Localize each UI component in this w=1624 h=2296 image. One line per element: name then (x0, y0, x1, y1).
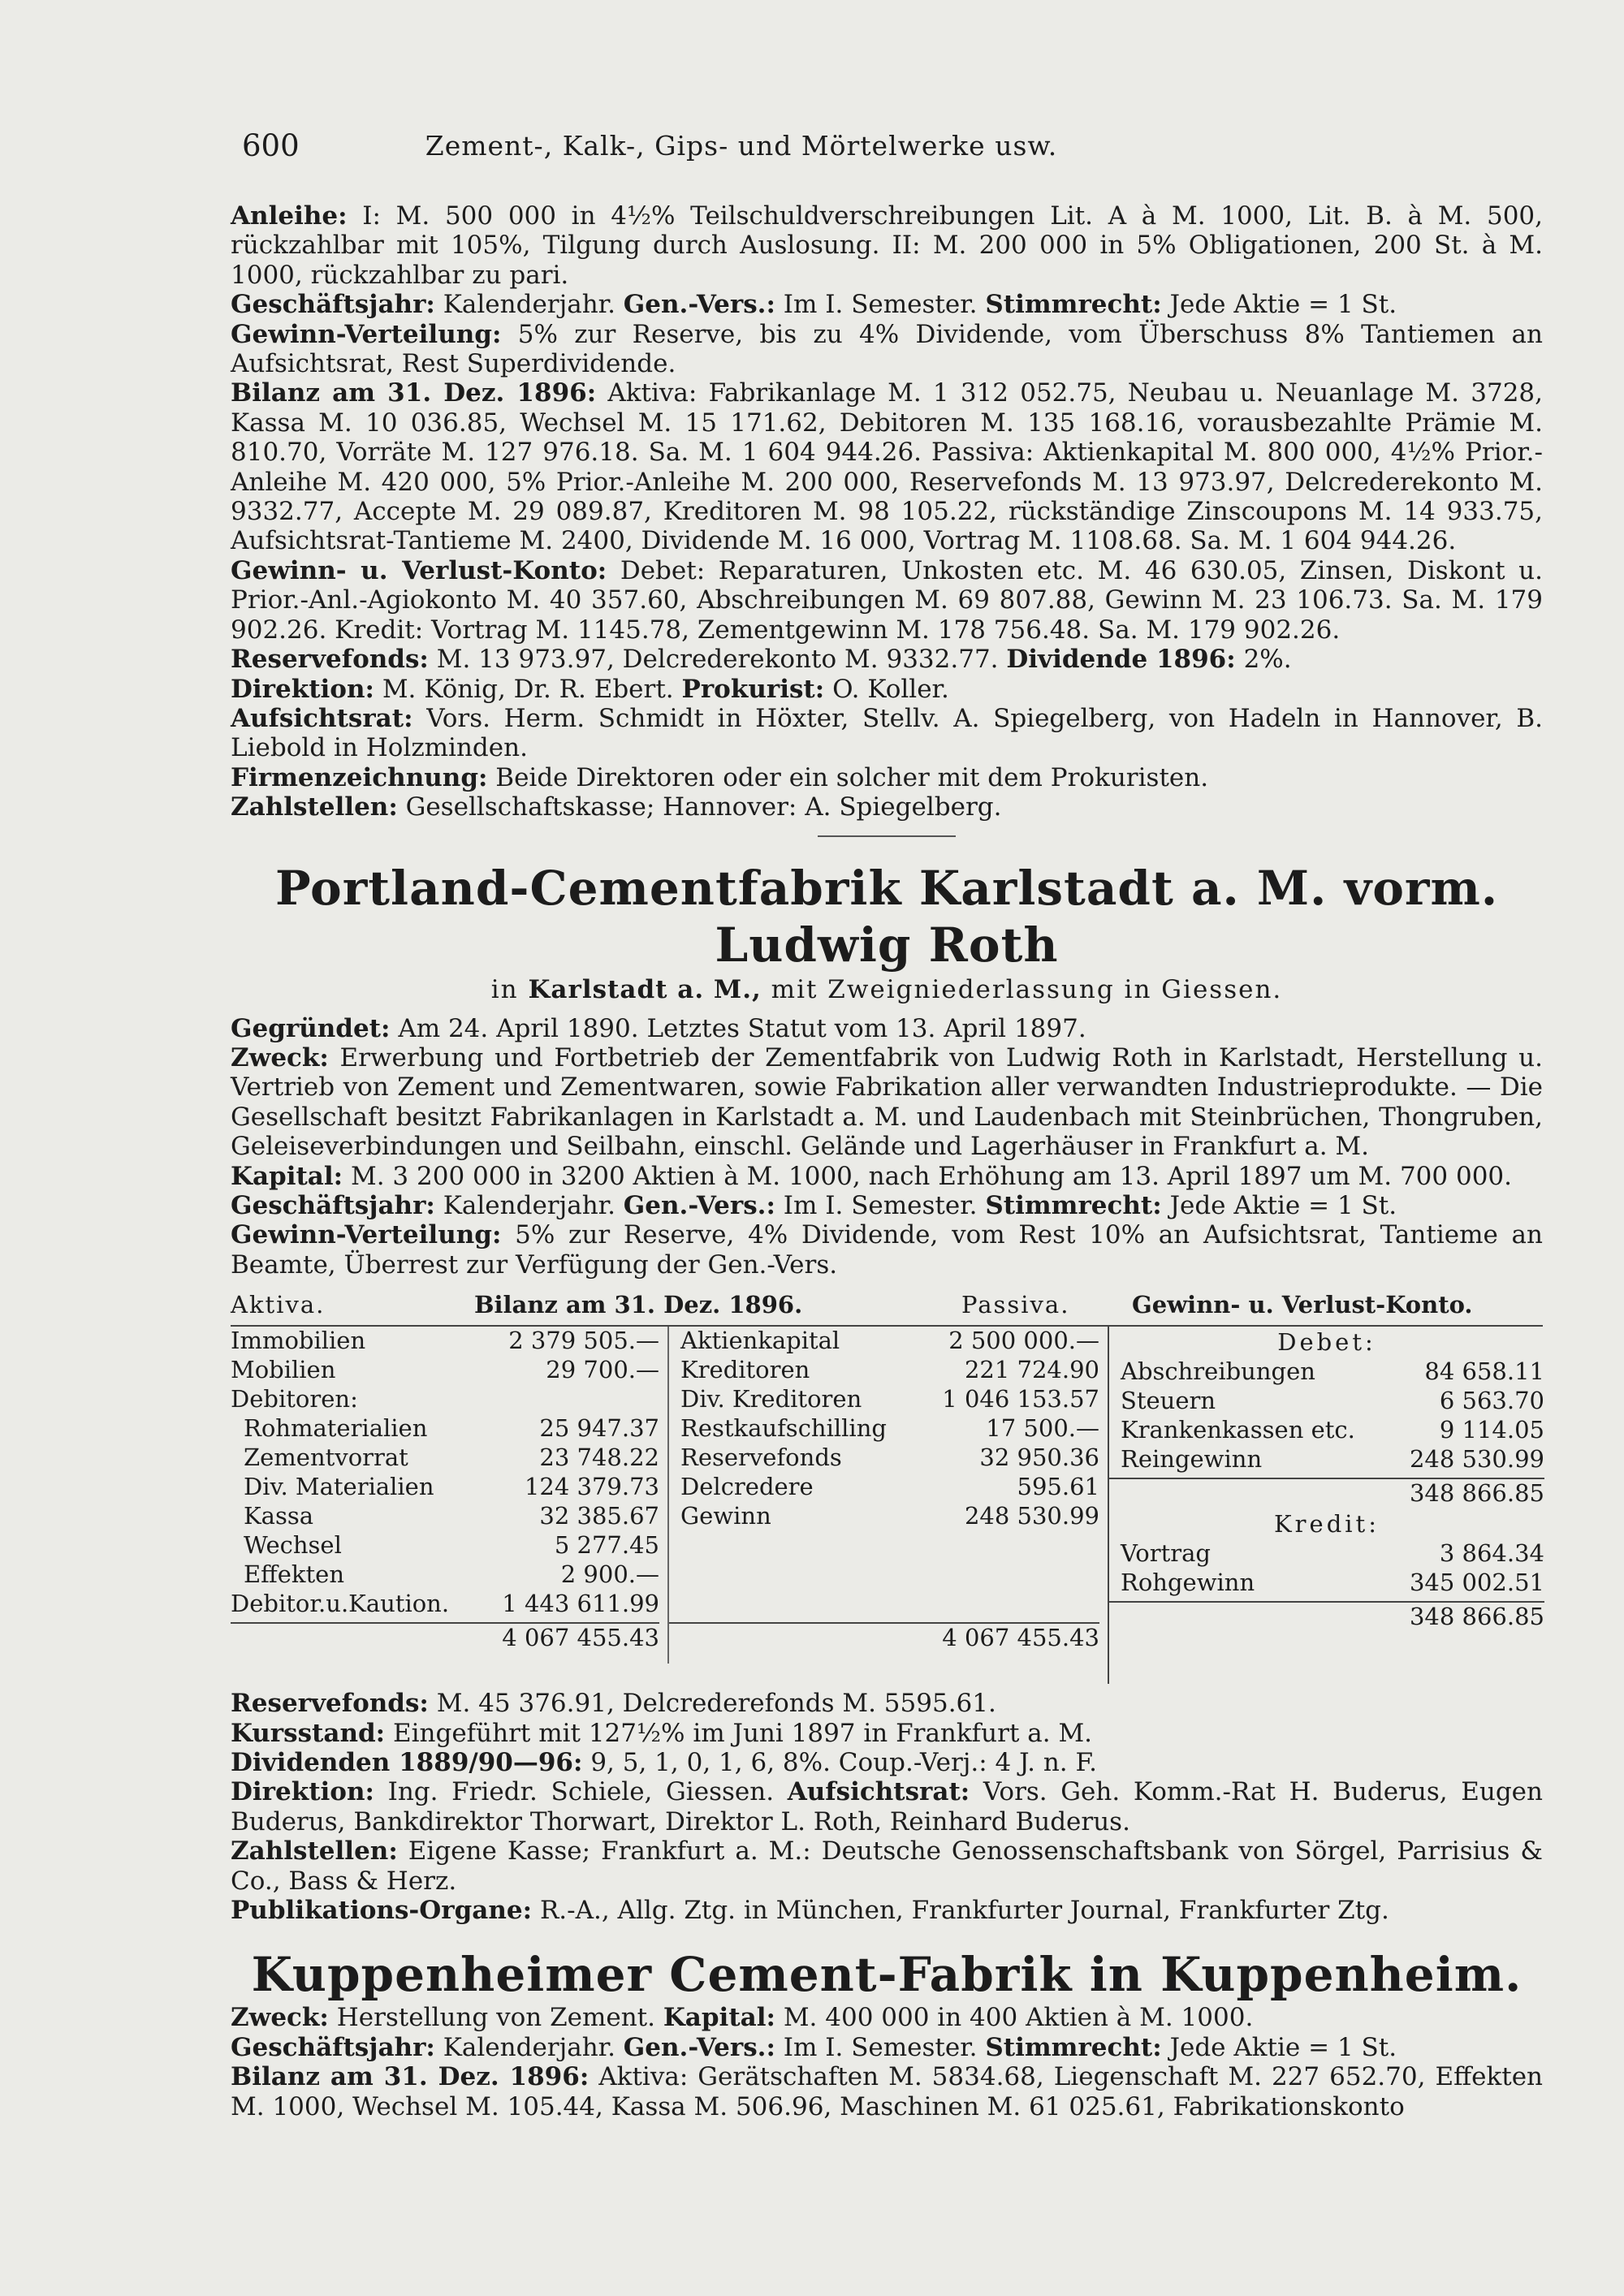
balance-columns (231, 1327, 1543, 1684)
dividende-text: 2%. (1243, 645, 1292, 675)
item-value: 9 114.05 (1439, 1416, 1544, 1444)
item-label: Gewinn (680, 1502, 771, 1530)
bilanz-label: Bilanz am 31. Dez. 1896: (231, 378, 597, 408)
bilanz-paragraph (231, 378, 1543, 555)
item-label: Debitoren: (231, 1385, 358, 1413)
debet-row (1109, 1416, 1544, 1445)
zweck-kapital-line (231, 2003, 1543, 2032)
bilanz-label-3: Bilanz am 31. Dez. 1896: (231, 2062, 590, 2092)
zs-label: Zahlstellen: (231, 792, 398, 822)
kapital-label-3: Kapital: (663, 2003, 775, 2033)
item-value: 348 866.85 (1409, 1479, 1544, 1508)
gj-label: Geschäftsjahr: (231, 290, 435, 320)
prokurist-label: Prokurist: (681, 674, 825, 704)
debet-row (1109, 1387, 1544, 1416)
passiva-row (669, 1473, 1099, 1502)
gv-konto-text: Debet: Reparaturen, Unkosten etc. M. 46 630.05, Zinsen, Diskont u. Prior.-Anl.-Agiokonto M. 40 357.60, Abschreibungen M. 69 807.88, Gewinn M. 23 106.73. Sa. M. 179 902.26. Kredit: Vortrag M. 1145.78, Zementgewinn M. 178 756.48. Sa. M. 179 902.26. (231, 555, 1544, 645)
balance-sheet (231, 1286, 1543, 1684)
stimmrecht-label-2: Stimmrecht: (985, 1190, 1162, 1220)
section-divider (818, 835, 956, 837)
kursstand-line (231, 1719, 1543, 1748)
item-value: 5 277.45 (554, 1531, 659, 1560)
gegruendet-line (231, 1014, 1543, 1043)
direktion-line (231, 675, 1543, 704)
direktion-label-2: Direktion: (231, 1777, 374, 1807)
ar-text: Vors. Herm. Schmidt in Höxter, Stellv. A. Spiegelberg, von Hadeln in Hannover, B. Liebold in Holzminden. (231, 703, 1543, 763)
direktion-label: Direktion: (231, 674, 374, 704)
passiva-row (669, 1414, 1099, 1444)
item-value: 2 379 505.— (508, 1327, 659, 1355)
item-label: Vortrag (1121, 1539, 1211, 1568)
kredit-heading: Kredit: (1274, 1510, 1380, 1539)
publikationsorgane-line (231, 1896, 1543, 1925)
item-value: 595.61 (1017, 1473, 1099, 1501)
item-value: 4 067 455.43 (942, 1624, 1099, 1652)
gv-label-3: Gen.-Vers.: (623, 2032, 775, 2062)
zahlstellen-line (231, 792, 1543, 822)
pub-text: R.-A., Allg. Ztg. in München, Frankfurter Journal, Frankfurter Ztg. (539, 1896, 1389, 1926)
aktiva-row (231, 1385, 659, 1414)
item-label: Rohgewinn (1121, 1569, 1255, 1597)
prokurist-text: O. Koller. (832, 674, 949, 704)
gj-text-3: Kalenderjahr. (443, 2032, 615, 2062)
company-title-kuppenheim: Kuppenheimer Cement-Fabrik in Kuppenheim. (251, 1947, 1522, 2003)
gj-text: Kalenderjahr. (443, 290, 615, 320)
kapital-line (231, 1162, 1543, 1191)
gv-konto-label: Gewinn- u. Verlust-Konto: (231, 555, 607, 585)
kapital-text: M. 3 200 000 in 3200 Aktien à M. 1000, nach Erhöhung am 13. April 1897 um M. 700 000. (350, 1161, 1512, 1191)
zweck-text: Erwerbung und Fortbetrieb der Zementfabrik von Ludwig Roth in Karlstadt, Herstellung u. Vertrieb von Zement und Zementwaren, sowie Fabrikation aller verwandten Industrieprodukte. — Die Gesellschaft besitzt Fabrikanlagen in Karlstadt a. M. und Laudenbach mit Steinbrüchen, Thongruben, Geleiseverbindungen und Seilbahn, einschl. Gelände und Lagerhäuser in Frankfurt a. M. (231, 1042, 1543, 1162)
ar-label-2: Aufsichtsrat: (787, 1777, 970, 1807)
bilanz-paragraph-3 (231, 2062, 1543, 2121)
item-label: Zementvorrat (244, 1444, 408, 1472)
bilanz-text-3: Aktiva: Gerätschaften M. 5834.68, Liegenschaft M. 227 652.70, Effekten M. 1000, Wechsel M. 105.44, Kassa M. 506.96, Maschinen M. 61 025.61, Fabrikationskonto (231, 2062, 1544, 2121)
gewinnverteilung-paragraph (231, 320, 1543, 379)
gv-text: Im I. Semester. (783, 290, 978, 320)
passiva-row (669, 1356, 1099, 1385)
subtitle-place: Karlstadt a. M., (528, 974, 762, 1004)
aktiva-row (231, 1356, 659, 1385)
dividenden-line (231, 1748, 1543, 1777)
debet-row (1109, 1445, 1544, 1474)
company-subtitle (231, 973, 1543, 1006)
bilanz-text: Aktiva: Fabrikanlage M. 1 312 052.75, Neubau u. Neuanlage M. 3728, Kassa M. 10 036.85, Wechsel M. 15 171.62, Debitoren M. 135 168.16, vorausbezahlte Prämie M. 810.70, Vorräte M. 127 976.18. Sa. M. 1 604 944.26. Passiva: Aktienkapital M. 800 000, 4½% Prior.-Anleihe M. 420 000, 5% Prior.-Anleihe M. 200 000, Reservefonds M. 13 973.97, Delcrederekonto M. 9332.77, Accepte M. 29 089.87, Kreditoren M. 98 105.22, rückständige Zinscoupons M. 14 933.75, Aufsichtsrat-Tantieme M. 2400, Dividende M. 16 000, Vortrag M. 1108.68. Sa. M. 1 604 944.26. (231, 378, 1543, 556)
gv-konto-column (1108, 1327, 1544, 1684)
kapital-text-3: M. 400 000 in 400 Aktien à M. 1000. (783, 2003, 1254, 2033)
item-value: 248 530.99 (964, 1502, 1099, 1530)
gegruendet-text: Am 24. April 1890. Letztes Statut vom 13. April 1897. (398, 1013, 1086, 1043)
zweck-label: Zweck: (231, 1042, 329, 1072)
rf-label-2: Reservefonds: (231, 1689, 429, 1719)
item-value: 6 563.70 (1439, 1387, 1544, 1415)
passiva-spacer (669, 1531, 1099, 1619)
rf-text-2: M. 45 376.91, Delcrederefonds M. 5595.61. (436, 1689, 996, 1719)
dividenden-text: 9, 5, 1, 0, 1, 6, 8%. Coup.-Verj.: 4 J. n. F. (590, 1748, 1098, 1777)
zweck-text-3: Herstellung von Zement. (336, 2003, 655, 2033)
direktion-text-2: Ing. Friedr. Schiele, Giessen. (387, 1777, 775, 1807)
ar-text-2: Vors. Geh. Komm.-Rat H. Buderus, Eugen Buderus, Bankdirektor Thorwart, Direktor L. Roth, Reinhard Buderus. (231, 1777, 1543, 1836)
geschaeftsjahr-line-2 (231, 1191, 1543, 1220)
aktiva-row (231, 1531, 659, 1560)
dividende-label: Dividende 1896: (1006, 645, 1236, 675)
running-title: Zement-, Kalk-, Gips- und Mörtelwerke usw. (425, 130, 1058, 162)
item-label: Reingewinn (1121, 1445, 1263, 1474)
kapital-label: Kapital: (231, 1161, 343, 1191)
item-value: 3 864.34 (1439, 1539, 1544, 1568)
bilanz-title: Bilanz am 31. Dez. 1896. (474, 1291, 803, 1319)
aktiva-row (231, 1560, 659, 1590)
fz-label: Firmenzeichnung: (231, 762, 488, 792)
passiva-row (669, 1444, 1099, 1473)
stimmrecht-text-2: Jede Aktie = 1 St. (1169, 1190, 1397, 1220)
gw-label-2: Gewinn-Verteilung: (231, 1220, 502, 1250)
item-label: Kreditoren (680, 1356, 810, 1384)
item-label: Immobilien (231, 1327, 366, 1355)
gw-label: Gewinn-Verteilung: (231, 319, 502, 349)
anleihe-label: Anleihe: (231, 201, 348, 231)
passiva-row (669, 1327, 1099, 1356)
anleihe-paragraph (231, 201, 1543, 290)
gegruendet-label: Gegründet: (231, 1013, 391, 1043)
passiva-total-row (669, 1622, 1099, 1653)
entry-1 (231, 201, 1543, 2121)
kredit-total-row (1109, 1601, 1544, 1632)
passiva-row (669, 1502, 1099, 1531)
item-label: Debitor.u.Kaution. (231, 1590, 450, 1618)
aufsichtsrat-paragraph (231, 704, 1543, 763)
item-label: Wechsel (244, 1531, 342, 1560)
balance-header (231, 1286, 1543, 1327)
aktiva-total-row (231, 1622, 659, 1653)
item-value: 124 379.73 (524, 1473, 659, 1501)
firmenzeichnung-line (231, 763, 1543, 792)
zweck-label-3: Zweck: (231, 2003, 329, 2033)
running-head (242, 128, 1241, 167)
gw-text-2: 5% zur Reserve, 4% Dividende, vom Rest 10% an Aufsichtsrat, Tantieme an Beamte, Überrest zur Verfügung der Gen.-Vers. (231, 1220, 1543, 1280)
aktiva-row (231, 1590, 659, 1619)
rf-text: M. 13 973.97, Delcrederekonto M. 9332.77. (436, 645, 999, 675)
item-value: 1 046 153.57 (942, 1385, 1099, 1413)
debet-heading: Debet: (1277, 1328, 1376, 1357)
direktion-aufsichtsrat-paragraph (231, 1777, 1543, 1836)
kredit-row (1109, 1569, 1544, 1598)
kursstand-text: Eingeführt mit 127½% im Juni 1897 in Frankfurt a. M. (392, 1718, 1093, 1748)
item-label: Restkaufschilling (680, 1414, 887, 1443)
geschaeftsjahr-line (231, 290, 1543, 319)
zs-text-2: Eigene Kasse; Frankfurt a. M.: Deutsche Genossenschaftsbank von Sörgel, Parrisius & Co., Bass & Herz. (231, 1836, 1543, 1896)
gj-label-2: Geschäftsjahr: (231, 1190, 435, 1220)
aktiva-row (231, 1414, 659, 1444)
company-title-karlstadt: Portland-Cementfabrik Karlstadt a. M. vorm. Ludwig Roth (274, 860, 1499, 973)
item-value: 4 067 455.43 (502, 1624, 659, 1652)
item-value: 348 866.85 (1409, 1603, 1544, 1631)
aktiva-row (231, 1502, 659, 1531)
subtitle-post: mit Zweigniederlassung in Giessen. (771, 974, 1283, 1004)
aktiva-row (231, 1473, 659, 1502)
item-value: 1 443 611.99 (502, 1590, 659, 1618)
reservefonds-line-2 (231, 1689, 1543, 1718)
aktiva-row (231, 1444, 659, 1473)
stimmrecht-label: Stimmrecht: (985, 290, 1162, 320)
item-label: Abschreibungen (1121, 1357, 1315, 1386)
gv-konto-title: Gewinn- u. Verlust-Konto. (1132, 1291, 1473, 1319)
gv-konto-paragraph (231, 556, 1543, 645)
aktiva-row (231, 1327, 659, 1356)
rf-label: Reservefonds: (231, 645, 429, 675)
item-value: 25 947.37 (539, 1414, 659, 1443)
gewinnverteilung-paragraph-2 (231, 1220, 1543, 1280)
gw-text: 5% zur Reserve, bis zu 4% Dividende, vom Überschuss 8% Tantiemen an Aufsichtsrat, Rest Superdividende. (231, 319, 1544, 379)
passiva-column (667, 1327, 1099, 1664)
gv-text-3: Im I. Semester. (783, 2032, 978, 2062)
direktion-text: M. König, Dr. R. Ebert. (382, 674, 674, 704)
item-label: Rohmaterialien (244, 1414, 428, 1443)
reservefonds-line (231, 645, 1543, 674)
item-value: 345 002.51 (1409, 1569, 1544, 1597)
item-label: Kassa (244, 1502, 314, 1530)
item-label: Mobilien (231, 1356, 336, 1384)
item-value: 17 500.— (986, 1414, 1099, 1443)
debet-row (1109, 1357, 1544, 1387)
page-number: 600 (242, 128, 300, 163)
anleihe-text: I: M. 500 000 in 4½% Teilschuldverschreibungen Lit. A à M. 1000, Lit. B. à M. 500, rückzahlbar mit 105%, Tilgung durch Auslosung. II: M. 200 000 in 5% Obligationen, 200 St. à M. 1000, rückzahlbar zu pari. (231, 201, 1544, 290)
stimmrecht-text-3: Jede Aktie = 1 St. (1169, 2032, 1397, 2062)
subtitle-pre: in (490, 974, 519, 1004)
item-value: 248 530.99 (1409, 1445, 1544, 1474)
kredit-row (1109, 1539, 1544, 1569)
dividenden-label: Dividenden 1889/90—96: (231, 1748, 583, 1777)
aktiva-column (231, 1327, 659, 1653)
zahlstellen-paragraph-2 (231, 1836, 1543, 1896)
debet-total-row (1109, 1478, 1544, 1508)
item-label: Steuern (1121, 1387, 1216, 1415)
gj-label-3: Geschäftsjahr: (231, 2032, 435, 2062)
item-label: Effekten (244, 1560, 345, 1589)
item-label: Div. Materialien (244, 1473, 434, 1501)
geschaeftsjahr-line-3 (231, 2033, 1543, 2062)
item-value: 2 500 000.— (948, 1327, 1099, 1355)
zs-label-2: Zahlstellen: (231, 1836, 398, 1867)
gv-text-2: Im I. Semester. (783, 1190, 978, 1220)
aktiva-heading: Aktiva. (231, 1291, 326, 1319)
item-value: 29 700.— (546, 1356, 659, 1384)
fz-text: Beide Direktoren oder ein solcher mit dem Prokuristen. (495, 762, 1209, 792)
zweck-paragraph (231, 1043, 1543, 1162)
item-value: 23 748.22 (539, 1444, 659, 1472)
pub-label: Publikations-Organe: (231, 1896, 533, 1926)
kursstand-label: Kursstand: (231, 1718, 386, 1748)
stimmrecht-text: Jede Aktie = 1 St. (1169, 290, 1397, 320)
gv-label: Gen.-Vers.: (623, 290, 775, 320)
item-label: Aktienkapital (680, 1327, 840, 1355)
passiva-row (669, 1385, 1099, 1414)
item-value: 32 950.36 (979, 1444, 1099, 1472)
passiva-heading: Passiva. (961, 1291, 1070, 1319)
item-value: 221 724.90 (964, 1356, 1099, 1384)
item-label: Delcredere (680, 1473, 814, 1501)
item-value: 32 385.67 (539, 1502, 659, 1530)
item-value: 2 900.— (560, 1560, 659, 1589)
zs-text: Gesellschaftskasse; Hannover: A. Spiegelberg. (405, 792, 1002, 822)
item-label: Div. Kreditoren (680, 1385, 862, 1413)
gj-text-2: Kalenderjahr. (443, 1190, 615, 1220)
item-label: Krankenkassen etc. (1121, 1416, 1355, 1444)
item-value: 84 658.11 (1424, 1357, 1544, 1386)
ar-label: Aufsichtsrat: (231, 703, 413, 733)
gv-label-2: Gen.-Vers.: (623, 1190, 775, 1220)
item-label: Reservefonds (680, 1444, 842, 1472)
stimmrecht-label-3: Stimmrecht: (985, 2032, 1162, 2062)
